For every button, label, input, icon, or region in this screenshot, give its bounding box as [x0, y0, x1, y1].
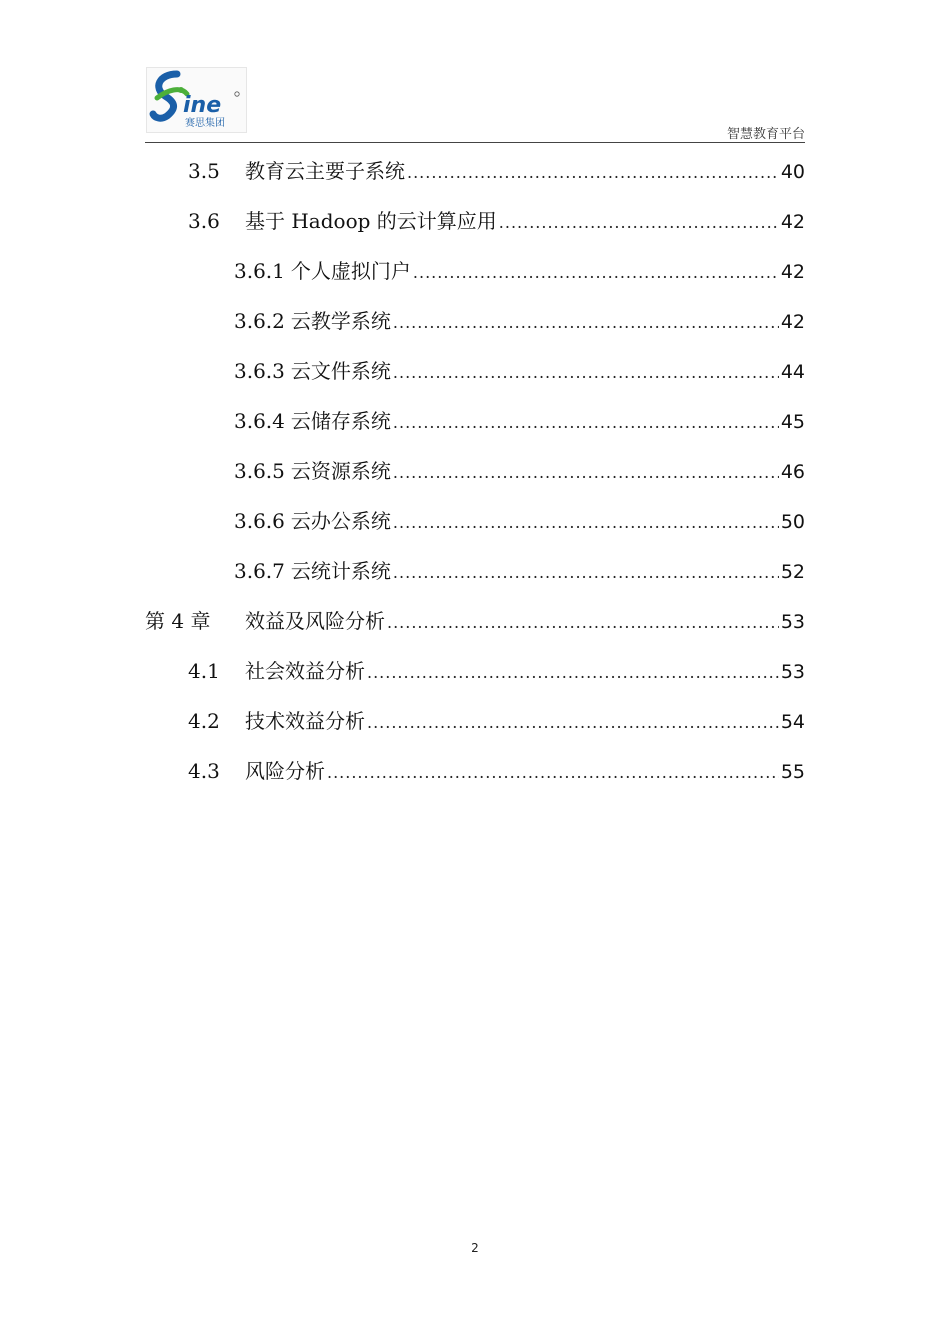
toc-entry[interactable] — [188, 755, 805, 791]
header-title: 智慧教育平台 — [726, 127, 805, 142]
toc-entry-page: 42 — [780, 211, 805, 233]
toc-entry-number: 3.6.4 — [234, 409, 285, 433]
toc-entry-number: 4.3 — [188, 759, 220, 783]
toc-entry-number: 4.2 — [188, 709, 220, 733]
toc-dot-leader — [367, 663, 779, 682]
toc-entry-number: 3.6.2 — [234, 309, 285, 333]
toc-entry[interactable] — [234, 305, 805, 341]
toc-entry[interactable] — [188, 155, 805, 191]
toc-entry-number: 3.6.3 — [234, 359, 285, 383]
toc-entry-page: 52 — [780, 561, 805, 583]
toc-chapter-entry[interactable] — [145, 605, 805, 641]
toc-entry[interactable] — [234, 455, 805, 491]
toc-entry-title: 云统计系统 — [290, 559, 391, 583]
toc-entry-number: 3.6.6 — [234, 509, 285, 533]
toc-entry-title: 云办公系统 — [290, 509, 391, 533]
toc-entry-title: 社会效益分析 — [245, 659, 365, 683]
toc-entry[interactable] — [234, 555, 805, 591]
toc-entry-number: 4.1 — [188, 659, 220, 683]
toc-entry-page: 54 — [780, 711, 805, 733]
toc-entry-page: 42 — [780, 261, 805, 283]
toc-entry-page: 45 — [780, 411, 805, 433]
toc-entry-number: 3.6.5 — [234, 459, 285, 483]
toc-dot-leader — [327, 763, 779, 782]
toc-entry-page: 40 — [780, 161, 805, 183]
logo-wordmark: ine — [183, 93, 222, 118]
toc-dot-leader — [393, 413, 779, 432]
toc-entry[interactable] — [188, 205, 805, 241]
toc-dot-leader — [393, 463, 779, 482]
toc-entry-title: 云文件系统 — [290, 359, 391, 383]
toc-dot-leader — [367, 713, 779, 732]
toc-entry-number: 3.6.1 — [234, 259, 285, 283]
toc-dot-leader — [387, 613, 779, 632]
toc-entry-number: 第 4 章 — [145, 609, 211, 633]
toc-entry-page: 55 — [780, 761, 805, 783]
toc-entry[interactable] — [188, 655, 805, 691]
toc-entry-page: 44 — [780, 361, 805, 383]
toc-dot-leader — [393, 563, 779, 582]
toc-entry-page: 53 — [780, 611, 805, 633]
toc-entry-title: 效益及风险分析 — [245, 609, 385, 633]
toc-entry-title: 云教学系统 — [290, 309, 391, 333]
toc-entry-number: 3.6 — [188, 209, 220, 233]
toc-entry-number: 3.5 — [188, 159, 220, 183]
toc-dot-leader — [393, 313, 779, 332]
toc-entry[interactable] — [234, 405, 805, 441]
toc-entry-page: 53 — [780, 661, 805, 683]
toc-dot-leader — [407, 163, 779, 182]
toc-entry-title: 风险分析 — [245, 759, 325, 783]
toc-entry-title: 云资源系统 — [290, 459, 391, 483]
toc-entry-page: 42 — [780, 311, 805, 333]
toc-entry-title: 个人虚拟门户 — [290, 259, 411, 283]
toc-entry-title: 技术效益分析 — [245, 709, 365, 733]
toc-entry-title: 基于 Hadoop 的云计算应用 — [245, 209, 497, 233]
header-divider — [145, 142, 805, 143]
toc-entry[interactable] — [188, 705, 805, 741]
page-number: 2 — [471, 1241, 479, 1255]
toc-entry-title: 教育云主要子系统 — [245, 159, 405, 183]
toc-entry[interactable] — [234, 505, 805, 541]
toc-entry[interactable] — [234, 355, 805, 391]
toc-entry[interactable] — [234, 255, 805, 291]
logo-subtext: 赛思集团 — [185, 118, 225, 129]
toc-entry-title: 云储存系统 — [290, 409, 391, 433]
toc-entry-page: 50 — [780, 511, 805, 533]
toc-dot-leader — [393, 513, 779, 532]
toc-entry-number: 3.6.7 — [234, 559, 285, 583]
toc-dot-leader — [393, 363, 779, 382]
company-logo — [146, 67, 247, 133]
toc-dot-leader — [413, 263, 779, 282]
toc-entry-page: 46 — [780, 461, 805, 483]
toc-dot-leader — [499, 213, 779, 232]
